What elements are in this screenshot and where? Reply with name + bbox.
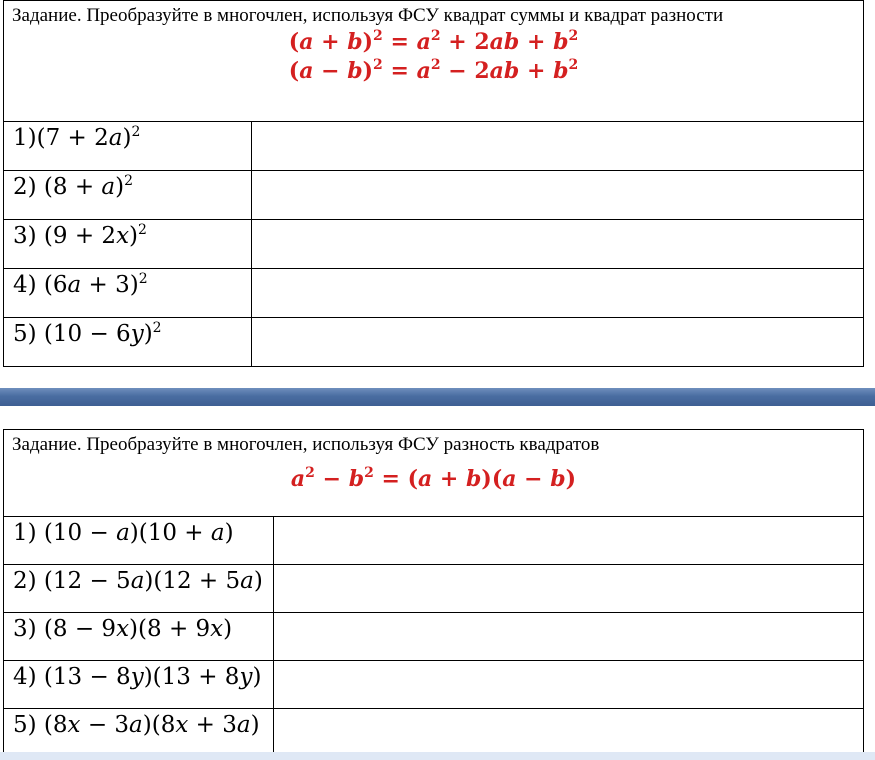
table-row (4, 171, 864, 220)
table-row (4, 318, 864, 367)
table-row (4, 661, 864, 709)
answer-cell[interactable] (274, 613, 864, 661)
expression-cell: 5) (8x − 3a)(8x + 3a) (4, 709, 274, 757)
formula-sum-square: $(a + b)^2 = a^2 + 2ab + b^2$ (288, 28, 579, 55)
table-row (4, 269, 864, 318)
formula-difference-of-squares: $a^2 - b^2 = (a + b)(a - b)$ (290, 465, 577, 492)
expression-cell: 2) (12 − 5a)(12 + 5a) (4, 565, 274, 613)
table-row (4, 565, 864, 613)
expression-cell: 3) (8 − 9x)(8 + 9x) (4, 613, 274, 661)
answer-cell[interactable] (252, 318, 864, 367)
answer-cell[interactable] (252, 269, 864, 318)
table-row (4, 220, 864, 269)
expression-cell: 2) $(8 + a)^2$ (4, 171, 252, 220)
task-text: Задание. Преобразуйте в многочлен, используя ФСУ разность квадратов (12, 434, 600, 455)
table-row (4, 122, 864, 171)
bottom-page-band (0, 752, 875, 760)
task-header-cell (4, 1, 864, 122)
answer-cell[interactable] (252, 122, 864, 171)
answer-cell[interactable] (274, 517, 864, 565)
expression-cell: $1)(7 + 2a)^2$ (4, 122, 252, 171)
answer-cell[interactable] (274, 565, 864, 613)
worksheet-table-squares (3, 0, 864, 367)
answer-cell[interactable] (252, 171, 864, 220)
formula-diff-square: $(a - b)^2 = a^2 - 2ab + b^2$ (288, 57, 579, 84)
expression-cell: 4) $(6a + 3)^2$ (4, 269, 252, 318)
page-separator-bar (0, 388, 875, 406)
answer-cell[interactable] (252, 220, 864, 269)
expression-cell: 4) (13 − 8y)(13 + 8y) (4, 661, 274, 709)
expression-cell: 1) (10 − a)(10 + a) (4, 517, 274, 565)
expression-cell: 5) $(10 - 6y)^2$ (4, 318, 252, 367)
expression-cell: 3) $(9 + 2x)^2$ (4, 220, 252, 269)
table-row (4, 517, 864, 565)
worksheet-table-difference-of-squares (3, 429, 864, 757)
table-row (4, 613, 864, 661)
answer-cell[interactable] (274, 709, 864, 757)
task-header-cell (4, 430, 864, 517)
answer-cell[interactable] (274, 661, 864, 709)
task-text: Задание. Преобразуйте в многочлен, используя ФСУ квадрат суммы и квадрат разности (12, 5, 724, 26)
table-row (4, 709, 864, 757)
